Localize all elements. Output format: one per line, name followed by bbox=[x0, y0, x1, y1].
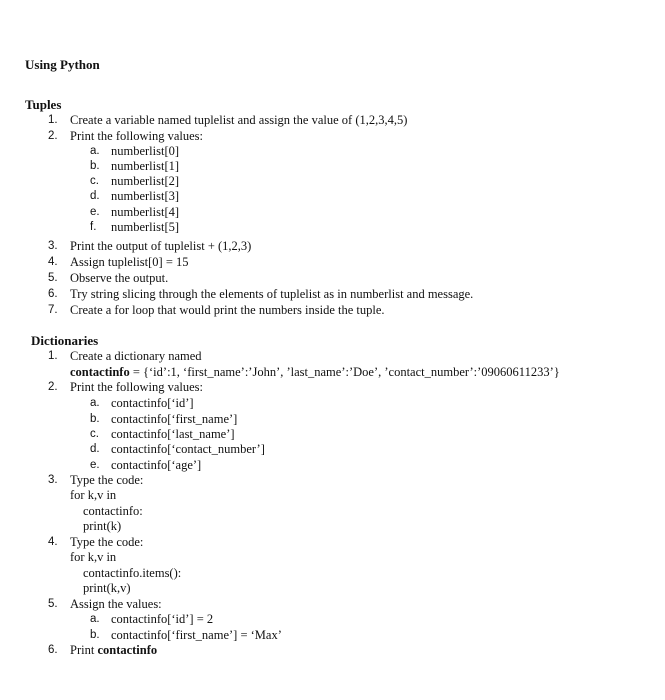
sub-item: numberlist[5] bbox=[111, 220, 180, 234]
dictionaries-heading: Dictionaries bbox=[31, 333, 99, 348]
sub-item: numberlist[3] bbox=[111, 189, 180, 203]
item-text: Print bbox=[70, 643, 98, 657]
list-number: 3. bbox=[48, 474, 58, 486]
list-item: Create a variable named tuplelist and assign the value of (1,2,3,4,5) bbox=[70, 113, 408, 127]
list-item: Assign the values: bbox=[70, 597, 162, 611]
sub-item: contactinfo[‘first_name’] bbox=[111, 412, 238, 426]
sub-letter: c. bbox=[90, 175, 99, 187]
code-bold: contactinfo bbox=[97, 643, 158, 657]
list-item: Type the code: bbox=[70, 535, 144, 549]
dictionary-definition bbox=[70, 365, 560, 380]
list-number: 3. bbox=[48, 240, 58, 252]
sub-item: contactinfo[‘first_name’] = ‘Max’ bbox=[111, 628, 282, 642]
list-number: 5. bbox=[48, 598, 58, 610]
sub-item: numberlist[1] bbox=[111, 159, 180, 173]
list-item: Print the following values: bbox=[70, 129, 203, 143]
sub-letter: d. bbox=[90, 190, 100, 202]
list-number: 6. bbox=[48, 288, 58, 300]
code-text: = {‘id’:1, ‘first_name’:’John’, ’last_name’:’Doe’, ’contact_number’:’09060611233’} bbox=[129, 365, 560, 379]
list-number: 1. bbox=[48, 350, 58, 362]
list-number: 2. bbox=[48, 130, 58, 142]
sub-item: numberlist[2] bbox=[111, 174, 180, 188]
sub-letter: a. bbox=[90, 145, 100, 157]
sub-letter: b. bbox=[90, 160, 100, 172]
code-bold: contactinfo bbox=[70, 365, 130, 379]
sub-item: numberlist[0] bbox=[111, 144, 180, 158]
list-item: Print the output of tuplelist + (1,2,3) bbox=[70, 239, 252, 253]
list-number: 2. bbox=[48, 381, 58, 393]
tuples-heading: Tuples bbox=[25, 97, 62, 112]
list-number: 4. bbox=[48, 256, 58, 268]
code-line: for k,v in bbox=[70, 550, 117, 564]
list-item bbox=[70, 643, 157, 658]
sub-item: contactinfo[‘id’] bbox=[111, 396, 194, 410]
list-number: 7. bbox=[48, 304, 58, 316]
list-item: Print the following values: bbox=[70, 380, 203, 394]
code-line: print(k) bbox=[83, 519, 122, 533]
code-line: print(k,v) bbox=[83, 581, 131, 595]
list-item: Observe the output. bbox=[70, 271, 169, 285]
sub-letter: e. bbox=[90, 206, 100, 218]
code-line: for k,v in bbox=[70, 488, 117, 502]
sub-item: contactinfo[‘last_name’] bbox=[111, 427, 235, 441]
sub-letter: f. bbox=[90, 221, 97, 233]
sub-item: numberlist[4] bbox=[111, 205, 180, 219]
sub-letter: b. bbox=[90, 413, 100, 425]
list-item: Create a dictionary named bbox=[70, 349, 202, 363]
list-number: 6. bbox=[48, 644, 58, 656]
sub-item: contactinfo[‘id’] = 2 bbox=[111, 612, 214, 626]
sub-letter: d. bbox=[90, 443, 100, 455]
list-number: 4. bbox=[48, 536, 58, 548]
sub-letter: c. bbox=[90, 428, 99, 440]
sub-letter: e. bbox=[90, 459, 100, 471]
list-item: Assign tuplelist[0] = 15 bbox=[70, 255, 189, 269]
sub-letter: a. bbox=[90, 397, 100, 409]
list-number: 1. bbox=[48, 114, 58, 126]
sub-item: contactinfo[‘age’] bbox=[111, 458, 202, 472]
list-number: 5. bbox=[48, 272, 58, 284]
code-line: contactinfo.items(): bbox=[83, 566, 182, 580]
document-title: Using Python bbox=[25, 57, 100, 72]
list-item: Create a for loop that would print the numbers inside the tuple. bbox=[70, 303, 385, 317]
code-line: contactinfo: bbox=[83, 504, 143, 518]
list-item: Type the code: bbox=[70, 473, 144, 487]
sub-letter: a. bbox=[90, 613, 100, 625]
sub-item: contactinfo[‘contact_number’] bbox=[111, 442, 265, 456]
sub-letter: b. bbox=[90, 629, 100, 641]
list-item: Try string slicing through the elements of tuplelist as in numberlist and message. bbox=[70, 287, 474, 301]
